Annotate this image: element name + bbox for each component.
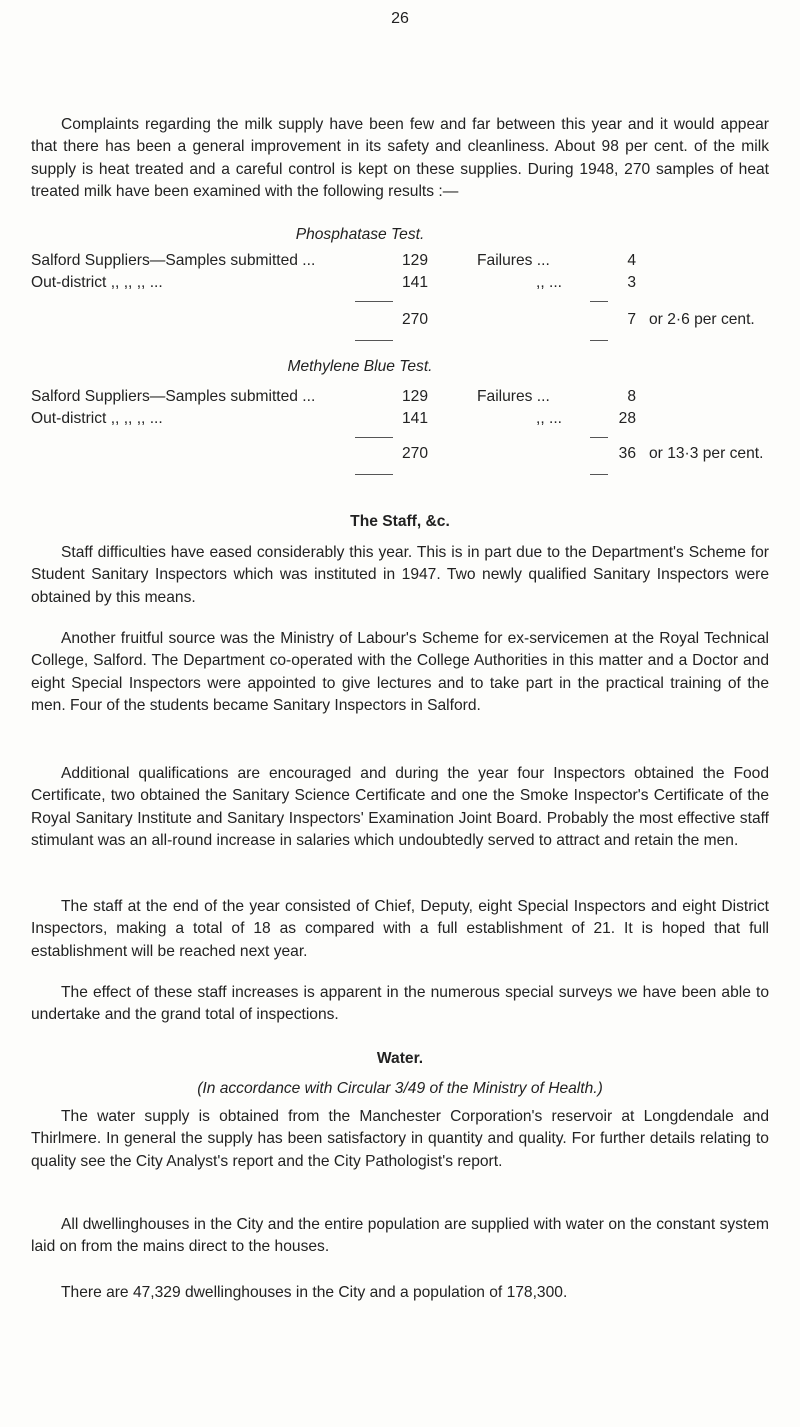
water-paragraph-3: There are 47,329 dwellinghouses in the City and a population of 178,300. [61,1284,568,1301]
row-label: Out-district ,, ,, ,, ... [31,274,163,291]
staff-paragraph-3: Additional qualifications are encouraged and during the year four Inspectors obtained the Food Certificate, two obtained the Sanitary Science Certificate and one the Smoke Inspector's Certificate of the Royal Sanitary Institute and Sanitary Inspectors' Examination Joint Board. Probably the most effective staff stimulant was an all-round increase in salaries which undoubtedly served to attract and retain the men. [31,765,769,850]
total-failures: 36 [618,445,636,462]
row-label: Salford Suppliers—Samples submitted ... [31,388,316,405]
total-rule [590,437,608,438]
staff-paragraph-4: The staff at the end of the year consisted of Chief, Deputy, eight Special Inspectors and eight District Inspectors, making a total of 18 as compared with a full establishment of 21. It is hoped that full establishment will be reached next year. [31,898,769,960]
failures-label: Failures ... [477,388,550,405]
methylene-title: Methylene Blue Test. [287,358,433,375]
failures-value: 4 [627,252,636,269]
total-rule [590,301,608,302]
total-rule [590,340,608,341]
phosphatase-total-row [31,309,791,331]
failures-label: ,, ... [536,410,562,427]
page-number: 26 [391,10,409,27]
phosphatase-row-salford [31,250,791,272]
total-rule [355,340,393,341]
methylene-row-salford [31,386,791,408]
staff-heading: The Staff, &c. [350,513,450,530]
staff-paragraph-2: Another fruitful source was the Ministry of Labour's Scheme for ex-servicemen at the Royal Technical College, Salford. The Department co-operated with the College Authorities in this matter and a Doctor and eight Special Inspectors were appointed to give lectures and to take part in the practical training of the men. Four of the students became Sanitary Inspectors in Salford. [31,630,769,715]
water-subheading: (In accordance with Circular 3/49 of the Ministry of Health.) [197,1080,603,1097]
total-samples: 270 [401,445,428,462]
total-samples: 270 [401,311,428,328]
total-note: or 13·3 per cent. [649,445,764,462]
methylene-total-row [31,443,791,465]
total-note: or 2·6 per cent. [649,311,755,328]
samples-value: 129 [401,252,428,269]
total-rule [355,437,393,438]
water-paragraph-1: The water supply is obtained from the Manchester Corporation's reservoir at Longdendale and Thirlmere. In general the supply has been satisfactory in quantity and quality. For further details relating to quality see the City Analyst's report and the City Pathologist's report. [31,1108,769,1170]
staff-paragraph-5: The effect of these staff increases is apparent in the numerous special surveys we have been able to undertake and the grand total of inspections. [31,984,769,1024]
failures-value: 28 [618,410,636,427]
samples-value: 129 [401,388,428,405]
total-rule [590,474,608,475]
total-rule [355,301,393,302]
samples-value: 141 [401,274,428,291]
methylene-row-outdistrict [31,408,791,430]
samples-value: 141 [401,410,428,427]
water-paragraph-2: All dwellinghouses in the City and the entire population are supplied with water on the constant system laid on from the mains direct to the houses. [31,1216,769,1256]
water-heading: Water. [376,1050,424,1067]
failures-value: 3 [627,274,636,291]
phosphatase-row-outdistrict [31,272,791,294]
row-label: Salford Suppliers—Samples submitted ... [31,252,316,269]
intro-paragraph: Complaints regarding the milk supply have been few and far between this year and it would appear that there has been a general improvement in its safety and cleanliness. About 98 per cent. of the milk supply is heat treated and a careful control is kept on these supplies. During 1948, 270 samples of heat treated milk have been examined with the following results :— [31,116,769,201]
total-failures: 7 [627,311,636,328]
total-rule [355,474,393,475]
staff-paragraph-1: Staff difficulties have eased considerably this year. This is in part due to the Department's Scheme for Student Sanitary Inspectors which was instituted in 1947. Two newly qualified Sanitary Inspectors were obtained by this means. [31,544,769,606]
row-label: Out-district ,, ,, ,, ... [31,410,163,427]
failures-value: 8 [627,388,636,405]
failures-label: ,, ... [536,274,562,291]
phosphatase-title: Phosphatase Test. [295,226,425,243]
failures-label: Failures ... [477,252,550,269]
